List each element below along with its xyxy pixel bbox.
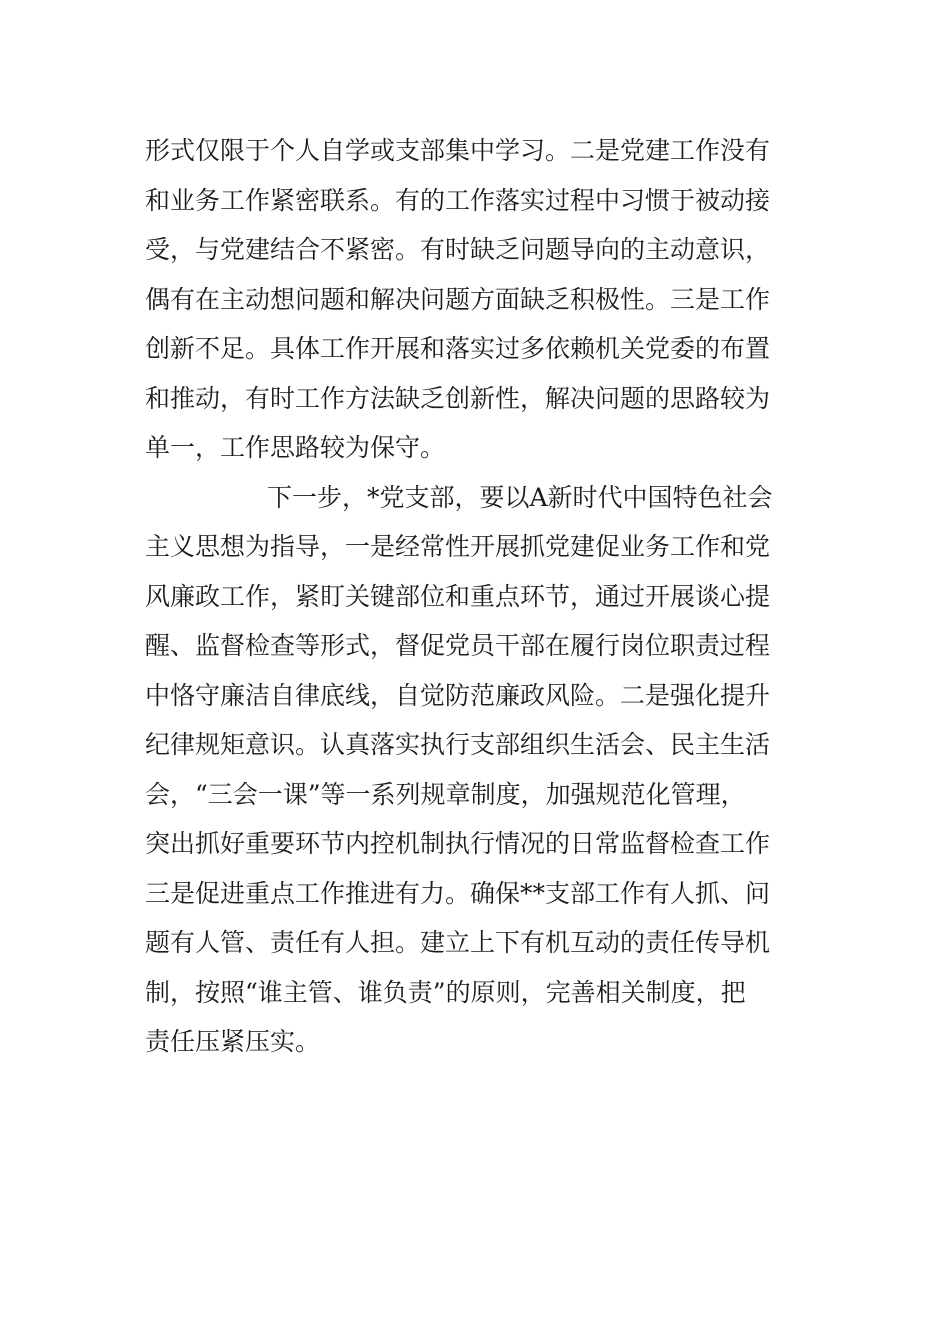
text-line: 三是促进重点工作推进有力。确保**支部工作有人抓、问 xyxy=(145,878,771,908)
text-line: 偶有在主动想问题和解决问题方面缺乏积极性。三是工作 xyxy=(145,284,771,314)
text-line: 形式仅限于个人自学或支部集中学习。二是党建工作没有 xyxy=(145,136,771,165)
text-line: 责任压紧压实。 xyxy=(145,1027,321,1056)
text-line: 醒、监督检查等形式，督促党员干部在履行岗位职责过程 xyxy=(145,631,771,660)
text-line: 中恪守廉洁自律底线，自觉防范廉政风险。二是强化提升 xyxy=(145,680,771,710)
text-line: 会，“三会一课”等一系列规章制度，加强规范化管理， xyxy=(145,779,746,809)
text-line: 主义思想为指导，一是经常性开展抓党建促业务工作和党 xyxy=(145,532,771,561)
text-line: 突出抓好重要环节内控机制执行情况的日常监督检查工作 xyxy=(145,829,771,858)
text-line: 和推动，有时工作方法缺乏创新性，解决问题的思路较为 xyxy=(145,383,771,413)
document-body xyxy=(145,126,810,1067)
text-line: 受，与党建结合不紧密。有时缺乏问题导向的主动意识， xyxy=(145,235,771,264)
text-line: 题有人管、责任有人担。建立上下有机互动的责任传导机 xyxy=(145,928,771,957)
text-line: 创新不足。具体工作开展和落实过多依赖机关党委的布置 xyxy=(145,334,771,363)
text-line: 制，按照“谁主管、谁负责”的原则，完善相关制度，把 xyxy=(145,977,746,1007)
text-line: 单一，工作思路较为保守。 xyxy=(145,433,446,462)
text-line: 和业务工作紧密联系。有的工作落实过程中习惯于被动接 xyxy=(145,185,771,215)
text-line: 纪律规矩意识。认真落实执行支部组织生活会、民主生活 xyxy=(145,730,771,759)
paragraph-start-line: 下一步，*党支部，要以A新时代中国特色社会 xyxy=(267,482,773,512)
text-line: 风廉政工作，紧盯关键部位和重点环节，通过开展谈心提 xyxy=(145,581,771,611)
